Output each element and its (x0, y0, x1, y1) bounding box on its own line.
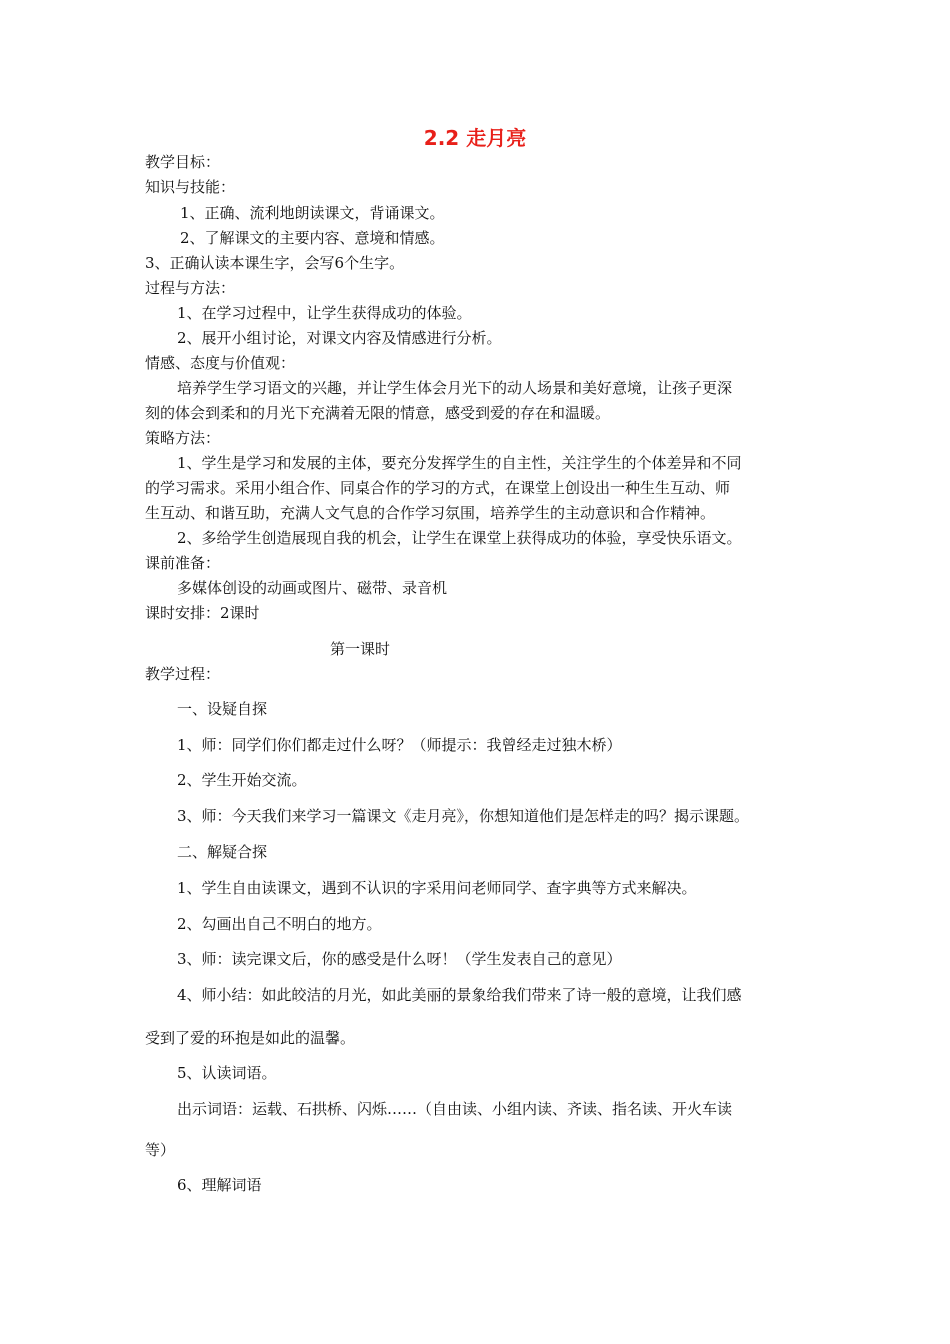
heading-teaching-process: 教学过程： (145, 665, 221, 683)
step-2-item-3: 3、师：读完课文后，你的感受是什么呀！（学生发表自己的意见） (177, 950, 622, 968)
step-2-item-1: 1、学生自由读课文，遇到不认识的字采用问老师同学、查字典等方式来解决。 (177, 879, 697, 897)
step-1-item-1: 1、师：同学们你们都走过什么呀？（师提示：我曾经走过独木桥） (177, 736, 622, 754)
step-1-item-2: 2、学生开始交流。 (177, 771, 307, 789)
strategy-item-2: 2、多给学生创造展现自我的机会，让学生在课堂上获得成功的体验，享受快乐语文。 (177, 529, 742, 547)
document-title: 2.2 走月亮 (423, 126, 527, 150)
step-heading-2: 二、解疑合探 (177, 843, 268, 861)
heading-knowledge-skills: 知识与技能： (145, 178, 236, 196)
heading-preparation: 课前准备： (145, 554, 221, 572)
goal-item-1: 1、正确、流利地朗读课文，背诵课文。 (180, 204, 445, 222)
heading-teaching-goals: 教学目标： (145, 153, 221, 171)
strategy-paragraph-line-3: 生互动、和谐互助，充满人文气息的合作学习氛围，培养学生的主动意识和合作精神。 (145, 504, 716, 522)
section-first-lesson: 第一课时 (330, 640, 391, 658)
step-2-item-4-line-1: 4、师小结：如此皎洁的月光，如此美丽的景象给我们带来了诗一般的意境，让我们感 (177, 986, 742, 1004)
step-2-item-2: 2、勾画出自己不明白的地方。 (177, 915, 382, 933)
step-heading-1: 一、设疑自探 (177, 700, 268, 718)
preparation-items: 多媒体创设的动画或图片、磁带、录音机 (177, 579, 448, 597)
goal-item-3: 3、正确认读本课生字，会写6个生字。 (145, 254, 405, 272)
vocabulary-line-2: 等） (145, 1141, 176, 1159)
class-schedule: 课时安排：2课时 (145, 604, 260, 622)
heading-process-methods: 过程与方法： (145, 279, 236, 297)
vocabulary-line-1: 出示词语：运载、石拱桥、闪烁……（自由读、小组内读、齐读、指名读、开火车读 (177, 1100, 733, 1118)
strategy-paragraph-line-2: 的学习需求。采用小组合作、同桌合作的学习的方式，在课堂上创设出一种生生互动、师 (145, 479, 731, 497)
step-2-item-6: 6、理解词语 (177, 1176, 262, 1194)
heading-emotion-values: 情感、态度与价值观： (145, 354, 296, 372)
emotion-paragraph-line-1: 培养学生学习语文的兴趣，并让学生体会月光下的动人场景和美好意境，让孩子更深 (177, 379, 733, 397)
step-1-item-3: 3、师：今天我们来学习一篇课文《走月亮》，你想知道他们是怎样走的吗？揭示课题。 (177, 807, 750, 825)
process-item-1: 1、在学习过程中，让学生获得成功的体验。 (177, 304, 472, 322)
heading-strategy: 策略方法： (145, 429, 221, 447)
process-item-2: 2、展开小组讨论，对课文内容及情感进行分析。 (177, 329, 502, 347)
goal-item-2: 2、了解课文的主要内容、意境和情感。 (180, 229, 445, 247)
step-2-item-4-line-2: 受到了爱的环抱是如此的温馨。 (145, 1029, 356, 1047)
emotion-paragraph-line-2: 刻的体会到柔和的月光下充满着无限的情意，感受到爱的存在和温暖。 (145, 404, 611, 422)
step-2-item-5: 5、认读词语。 (177, 1064, 277, 1082)
strategy-paragraph-line-1: 1、学生是学习和发展的主体，要充分发挥学生的自主性，关注学生的个体差异和不同 (177, 454, 742, 472)
